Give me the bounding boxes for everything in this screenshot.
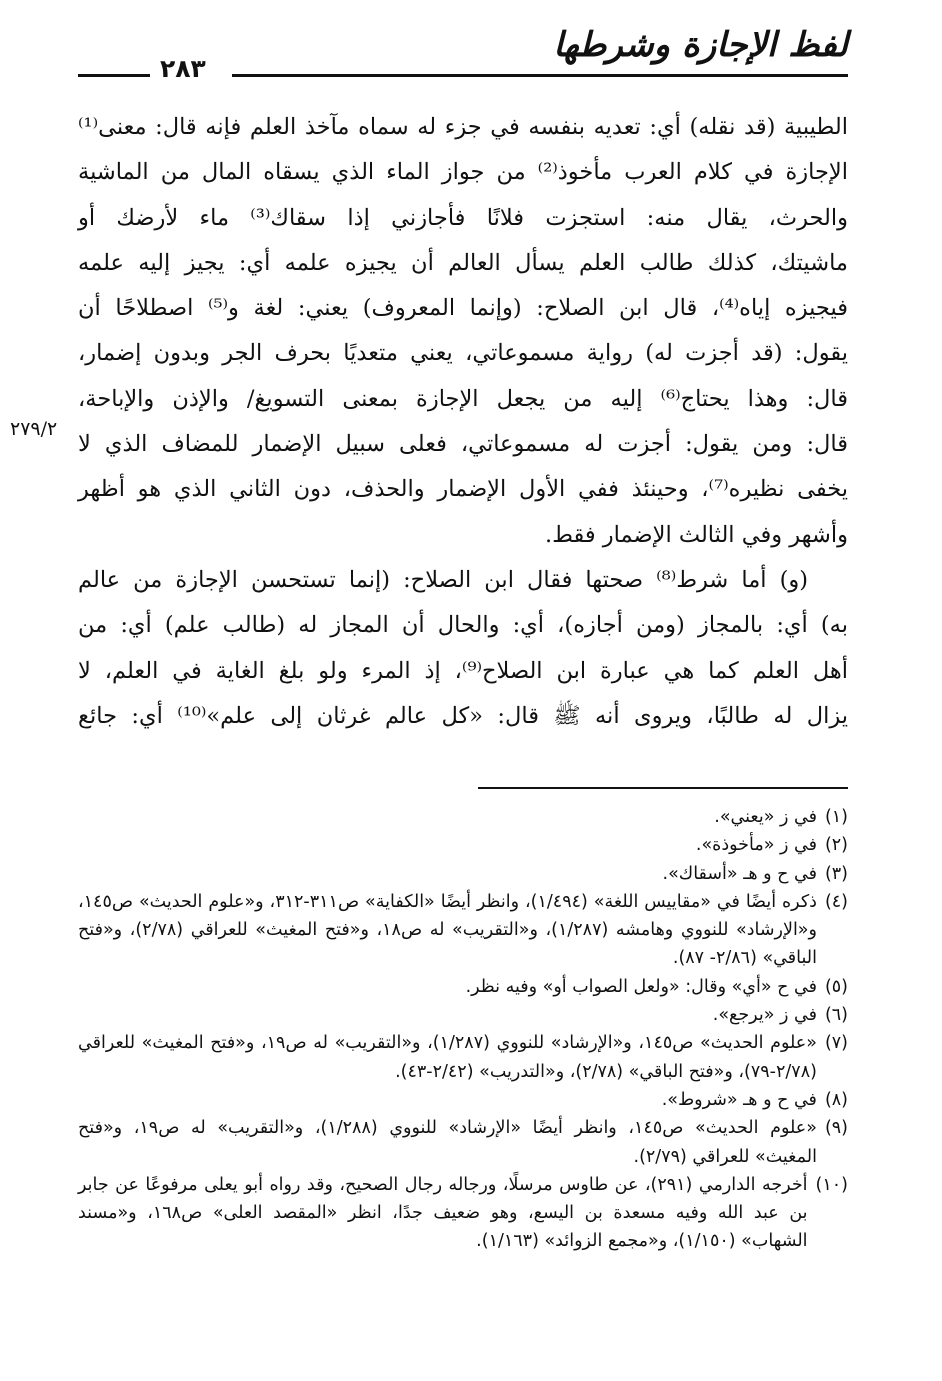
text-line: والحرث، يقال منه: استجزت فلانًا فأجازني إذا سقاك⁽³⁾ ماء لأرضك أو [78, 204, 848, 231]
page-header [78, 14, 848, 84]
footnote-number: (٥) [824, 976, 848, 997]
footnote-text: «علوم الحديث» ص١٤٥، وانظر أيضًا «الإرشاد» للنووي (١/٢٨٨)، و«التقريب» له ص١٩، و«فتح المغيث» للعراقي (٢/٧٩). [78, 1118, 817, 1167]
text-line: يخفى نظيره⁽⁷⁾، وحينئذ ففي الأول الإضمار والحذف، دون الثاني الذي هو أظهر [78, 476, 849, 503]
footnote-text: في ز «يعني». [714, 807, 817, 827]
footnote [78, 803, 848, 831]
text-line: الطيبية (قد نقله) أي: تعديه بنفسه في جزء له سماه مآخذ العلم فإنه قال: معنى⁽¹⁾ [78, 114, 848, 140]
text-line: قال: ومن يقول: أجزت له مسموعاتي، فعلى سبيل الإضمار للمضاف الذي لا [78, 431, 848, 458]
footnote [78, 888, 848, 973]
footnote-text: ذكره أيضًا في «مقاييس اللغة» (١/٤٩٤)، وانظر أيضًا «الكفاية» ص٣١١-٣١٢، و«علوم الحديث» ص١٤٥، و«الإرشاد» للنووي وهامشه (١/٢٨٧)، و«التقريب» له ص١٨، و«فتح المغيث» للعراقي (٢/٧٨)، و«فتح الباقي» (٢/٨٦- ٨٧). [78, 891, 817, 969]
main-text [78, 105, 848, 739]
footnote [78, 1171, 848, 1256]
footnote [78, 831, 848, 859]
text-line: الإجازة في كلام العرب مأخوذ⁽²⁾ من جواز الماء الذي يسقاه المال من الماشية [78, 159, 848, 186]
footnote [78, 1001, 848, 1029]
paragraph-2 [78, 558, 848, 739]
footnote-text: في ح «أي» وقال: «ولعل الصواب أو» وفيه نظر. [465, 976, 817, 997]
text-line: (و) أما شرط⁽⁸⁾ صحتها فقال ابن الصلاح: (إنما تستحسن الإجازة من عالم [78, 566, 808, 593]
text-line: قال: وهذا يحتاج⁽⁶⁾ إليه من يجعل الإجازة بمعنى التسويغ/ والإذن والإباحة، [78, 385, 848, 412]
footnote-number: (٢) [824, 835, 848, 856]
header-rule-left [78, 74, 150, 77]
footnote-text: في ح و هـ «شروط». [661, 1089, 817, 1110]
footnote-number: (١٠) [815, 1174, 848, 1195]
footnote-text: أخرجه الدارمي (٢٩١)، عن طاوس مرسلًا، ورجاله رجال الصحيح، وقد رواه أبو يعلى مرفوعًا عن جابر بن عبد الله وفيه مسعدة بن اليسع، وهو ضعيف جدًا، انظر «المقصد العلى» ص١٦٨، و«مسند الشهاب» (١/١٥٠)، و«مجمع الزوائد» (١/١٦٣). [78, 1174, 808, 1252]
footnote-text: «علوم الحديث» ص١٤٥، و«الإرشاد» للنووي (١/٢٨٧)، و«التقريب» له ص١٩، و«فتح المغيث» للعراقي (٢/٧٨-٧٩)، و«فتح الباقي» (٢/٧٨)، و«التدريب» (٢/٤٢-٤٣). [78, 1033, 817, 1082]
footnote-number: (١) [824, 807, 848, 827]
footnote-number: (٩) [824, 1118, 848, 1139]
text-line: يقول: (قد أجزت له) رواية مسموعاتي، يعني متعديًا بحرف الجر وبدون إضمار، [78, 340, 848, 367]
margin-reference: ٢٧٩/٢ [10, 418, 58, 440]
text-line: وأشهر وفي الثالث الإضمار فقط. [544, 521, 848, 548]
paragraph-1 [78, 105, 848, 558]
footnote-number: (٣) [824, 863, 848, 884]
footnotes [78, 803, 848, 1256]
footnote [78, 973, 848, 1001]
footnote-text: في ح و هـ «أسقاك». [662, 863, 817, 884]
page-number: ٢٨٣ [160, 54, 206, 83]
text-line: به) أي: بالمجاز (ومن أجازه)، أي: والحال أن المجاز له (طالب علم) أي: من [78, 612, 848, 639]
footnote-number: (٨) [824, 1089, 848, 1110]
text-line: ماشيتك، كذلك طالب العلم يسأل العالم أن يجيزه علمه أي: يجيز إليه علمه [78, 249, 848, 276]
text-line: فيجيزه إياه⁽⁴⁾، قال ابن الصلاح: (وإنما المعروف) يعني: لغة و⁽⁵⁾ اصطلاحًا أن [78, 295, 848, 322]
footnote [78, 1029, 848, 1086]
text-line: يزال له طالبًا، ويروى أنه ﷺ قال: «كل عالم غرثان إلى علم»⁽¹⁰⁾ أي: جائع [78, 702, 848, 729]
footnote-separator [478, 787, 848, 789]
header-rule-right [232, 74, 848, 77]
text-line: أهل العلم كما هي عبارة ابن الصلاح⁽⁹⁾، إذ المرء ولو بلغ الغاية في العلم، لا [78, 657, 848, 684]
footnote-number: (٤) [824, 891, 848, 912]
footnote-text: في ز «مأخوذة». [695, 835, 817, 856]
footnote-text: في ز «يرجع». [712, 1005, 817, 1026]
footnote-number: (٦) [824, 1005, 848, 1026]
footnote [78, 1114, 848, 1171]
running-title: لفظ الإجازة وشرطها [553, 25, 848, 65]
footnote [78, 860, 848, 888]
footnote [78, 1086, 848, 1114]
footnote-number: (٧) [824, 1033, 848, 1054]
